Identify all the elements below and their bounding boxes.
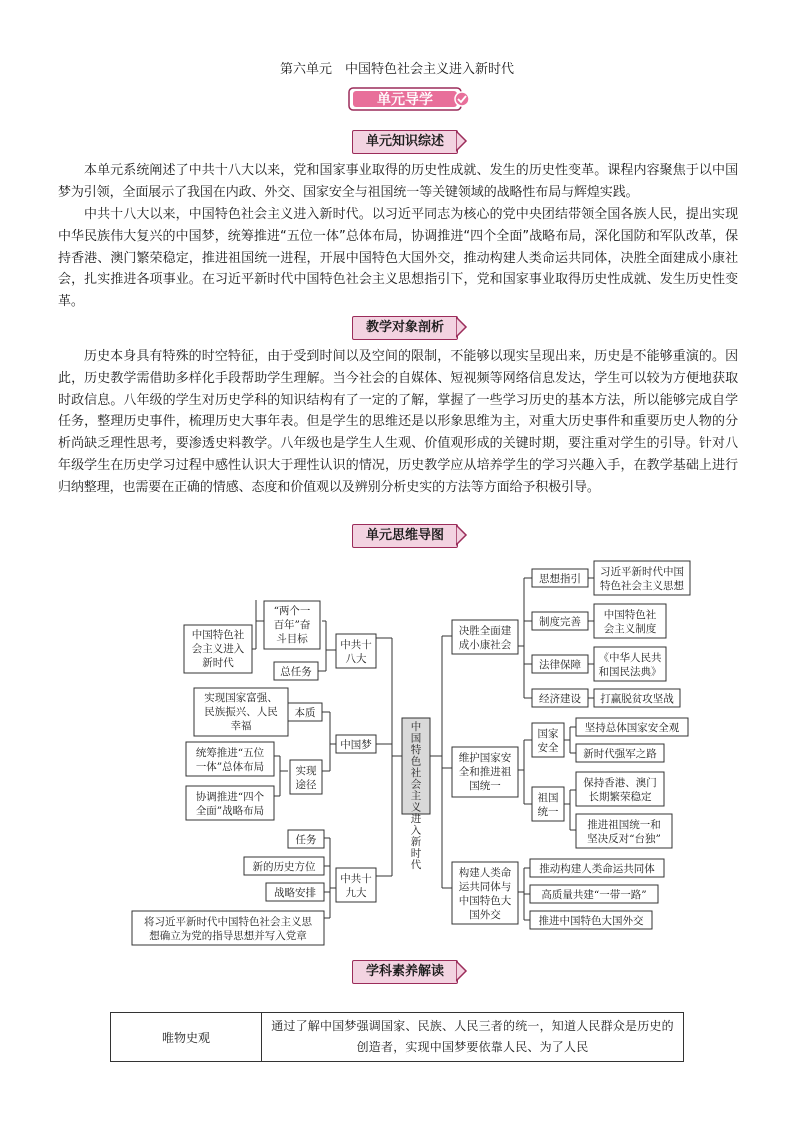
section-tag-students [352, 316, 468, 338]
mm-text-line: 坚决反对“台独” [587, 833, 661, 845]
mm-diplomacy-item2: 高质量共建“一带一路” [541, 889, 647, 901]
mm-cpc19-label: 中共十九大 [340, 873, 372, 899]
banner-label: 单元导学 [377, 92, 433, 108]
mm-text-line: 民族振兴、人民 [204, 706, 278, 718]
mm-text-line: 统筹推进“五位 [195, 747, 265, 759]
mm-text-line: 新 [410, 836, 422, 848]
literacy-value: 通过了解中国梦强调国家、民族、人民三者的统一，知道人民群众是历史的创造者，实现中国梦要依靠人民、为了人民 [262, 1013, 684, 1062]
mm-text-line: 长期繁荣稳定 [588, 791, 652, 803]
mm-goal-label [274, 604, 311, 645]
mm-xiaokang-items [532, 561, 690, 707]
mm-text-line: 斗目标 [276, 633, 308, 645]
mm-cpc19-item-task: 任务 [295, 834, 317, 846]
students-paragraph: 历史本身具有特殊的时空特征，由于受到时间以及空间的限制，不能够以现实呈现出来，历史是不能够重演的。因此，历史教学需借助多样化手段帮助学生理解。当今社会的自媒体、短视频等网络信息发达，学生可以较为方便地获取时政信息。八年级的学生对历史学科的知识结构有了一定的了解，掌握了一些学习历史的基本方法，所以能够完成自学任务，整理历史事件，梳理历史大事年表。但是学生的思维还是以形象思维为主，对重大历史事件和重要历史人物的分析尚缺乏理性思考，要渗透史料教学。八年级也是学生人生观、价值观形成的关键时期，要注重对学生的引导。针对八年级学生在历史学习过程中感性认识大于理性认识的情况，历史教学应从培养学生的学习兴趣入手，在教学基础上进行归纳整理，也需要在正确的情感、态度和价值观以及辨别分析史实的方法等方面给予积极引导。 [58, 349, 738, 495]
mm-xiaokang-key: 法律保障 [539, 659, 581, 671]
literacy-table [110, 1012, 684, 1062]
mm-diplomacy-item3: 推进中国特色大国外交 [538, 915, 644, 927]
mm-task-label: 总任务 [280, 666, 312, 678]
mindmap-center-label [411, 720, 422, 871]
mm-xiaokang-key: 思想指引 [539, 573, 581, 585]
mm-text-line: 百年”奋 [273, 619, 311, 631]
section-title-literacy: 学科素养解读 [352, 960, 458, 984]
mm-text-line: 全和推进祖 [458, 766, 512, 778]
mm-text-line: 主 [410, 790, 422, 802]
mm-dream-label: 中国梦 [340, 739, 372, 751]
section-title-mindmap: 单元思维导图 [352, 524, 458, 548]
literacy-key: 唯物史观 [111, 1013, 262, 1062]
mm-text-line: 义 [410, 801, 422, 814]
mm-xiaokang-value: 打赢脱贫攻坚战 [600, 693, 674, 705]
overview-paragraph-1: 本单元系统阐述了中共十八大以来，党和国家事业取得的历史性成就、发生的历史性变革。课程内容聚焦于以中国梦为引领，全面展示了我国在内政、外交、国家安全与祖国统一等关键领域的战略性布局与辉煌实践。 [58, 163, 738, 200]
mm-text-line: 想确立为党的指导思想并写入党章 [149, 930, 307, 942]
mm-text-line: 中 [410, 721, 422, 733]
mm-text-line: 决胜全面建 [458, 625, 512, 637]
section-title-overview: 单元知识综述 [352, 130, 458, 154]
mm-text-line: 保持香港、澳门 [583, 777, 657, 789]
unit-title: 第六单元 中国特色社会主义进入新时代 [279, 62, 514, 77]
mm-text-line: 全面”战略布局 [195, 805, 265, 817]
mm-text-line: 国家 [537, 728, 559, 740]
mm-xiaokang-value: 中国特色社会主义制度 [603, 609, 657, 635]
mm-text-line: 推进祖国统一和 [587, 819, 661, 831]
mm-text-line: 代 [410, 859, 422, 871]
mm-text-line: “两个一 [273, 605, 311, 617]
section-tag-overview [352, 130, 468, 152]
overview-paragraph-2: 中共十八大以来，中国特色社会主义进入新时代。以习近平同志为核心的党中央团结带领全国各族人民，提出实现中华民族伟大复兴的中国梦，统筹推进“五位一体”总体布局，协调推进“四个全面”战略布局，深化国防和军队改革，保持香港、澳门繁荣稳定，推进祖国统一进程，开展中国特色大国外交，推动构建人类命运共同体，决胜全面建成小康社会，扎实推进各项事业。在习近平新时代中国特色社会主义思想指引下，党和国家事业取得历史性成就、发生历史性变革。 [58, 207, 738, 310]
mm-ns-item2: 新时代强军之路 [583, 748, 657, 760]
mm-text-line: 将习近平新时代中国特色社会主义思 [144, 916, 312, 928]
mm-text-line: 运共同体与 [458, 881, 512, 893]
table-row [111, 1013, 684, 1062]
mm-cpc19-item-strategy: 战略安排 [274, 887, 316, 899]
mm-text-line: 时 [410, 847, 422, 860]
mm-xiaokang-value: 《中华人民共和国民法典》 [598, 652, 662, 678]
section-tag-literacy [352, 960, 468, 982]
mm-xiaokang-value: 习近平新时代中国特色社会主义思想 [600, 566, 684, 592]
mm-text-line: 入 [410, 824, 422, 837]
mm-text-line: 色 [410, 755, 422, 768]
mm-text-line: 国 [410, 732, 422, 745]
mm-text-line: 会 [410, 778, 422, 791]
mm-text-line: 中国特色社 [191, 629, 245, 641]
mm-text-line: 成小康社会 [458, 639, 512, 651]
mm-essence-label: 本质 [294, 707, 316, 719]
mm-text-line: 社 [410, 767, 422, 779]
mm-xiaokang-key: 制度完善 [539, 616, 581, 628]
mm-text-line: 安全 [537, 742, 559, 754]
unit-guide-banner [348, 86, 472, 112]
mm-xiaokang-key: 经济建设 [539, 693, 581, 705]
section-title-students: 教学对象剖析 [352, 316, 458, 340]
mm-text-line: 进 [410, 813, 422, 825]
mm-text-line: 新时代 [202, 657, 234, 669]
section-tag-mindmap [352, 524, 468, 546]
mm-text-line: 特 [410, 744, 422, 756]
mm-text-line: 途径 [295, 779, 317, 791]
mm-text-line: 会主义进入 [191, 643, 245, 655]
mm-text-line: 实现 [295, 765, 317, 777]
unit-mind-map [120, 554, 700, 946]
mm-text-line: 中国特色大 [458, 895, 512, 907]
mm-text-line: 一体”总体布局 [195, 761, 265, 773]
mm-cpc19-item-position: 新的历史方位 [252, 861, 316, 873]
mm-text-line: 维护国家安 [458, 752, 512, 764]
mm-ns-item1: 坚持总体国家安全观 [584, 722, 680, 734]
mm-text-line: 国统一 [469, 780, 501, 792]
mm-text-line: 构建人类命 [458, 867, 512, 879]
mm-text-line: 国外交 [469, 909, 501, 921]
mm-cpc18-label: 中共十八大 [340, 639, 372, 665]
mm-text-line: 协调推进“四个 [195, 791, 265, 803]
mm-text-line: 祖国 [537, 792, 559, 804]
mm-diplomacy-item1: 推动构建人类命运共同体 [539, 863, 655, 875]
mm-text-line: 幸福 [230, 720, 252, 732]
mm-text-line: 统一 [537, 806, 559, 818]
mm-text-line: 实现国家富强、 [204, 692, 278, 704]
